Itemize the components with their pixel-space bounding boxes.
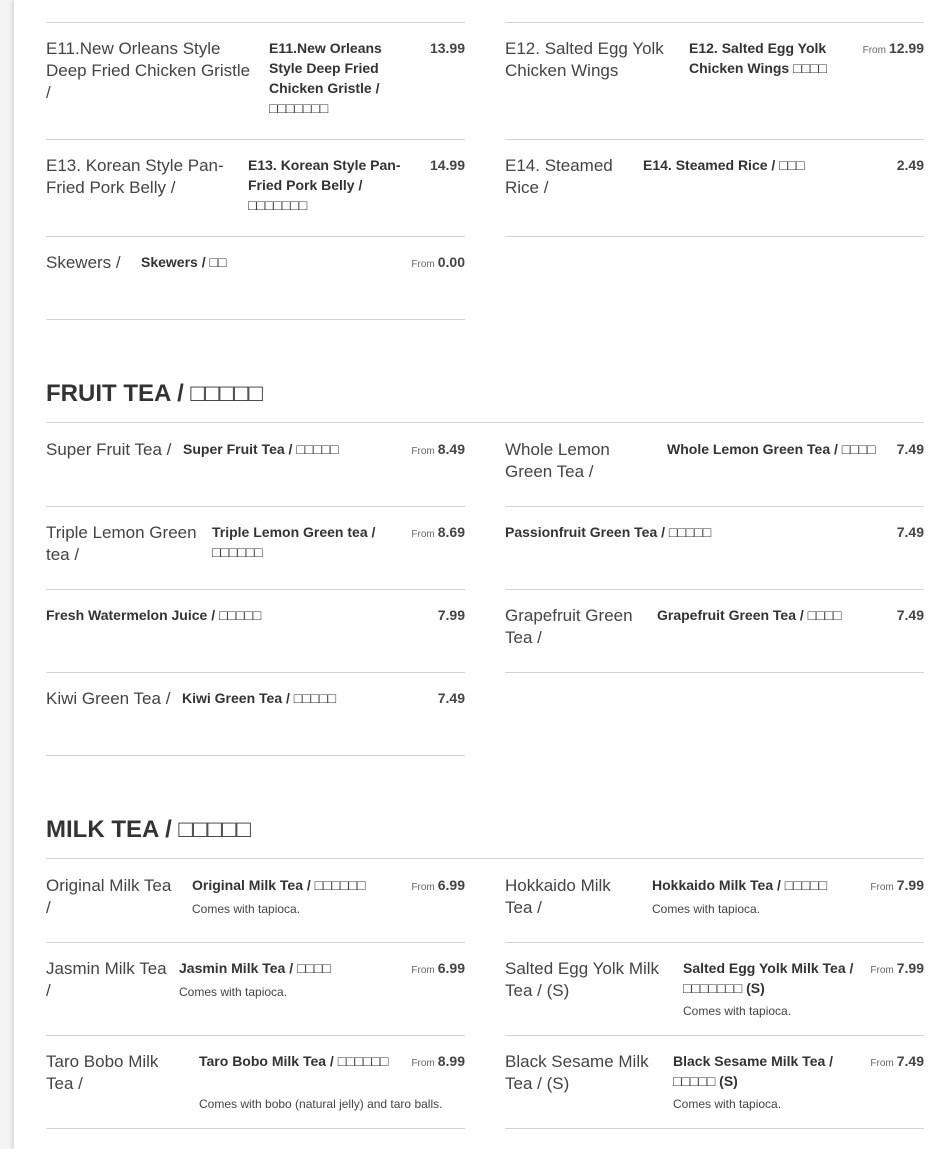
section-divider xyxy=(46,422,924,423)
item-name: Whole Lemon Green Tea / □□□□ xyxy=(667,441,876,457)
item-name: Jasmin Milk Tea / □□□□ xyxy=(179,960,331,976)
item-name: Skewers / □□ xyxy=(141,254,227,270)
from-label: From xyxy=(411,259,435,270)
item-name: Black Sesame Milk Tea / □□□□□ (S) xyxy=(673,1053,834,1089)
item-price: 13.99 xyxy=(429,40,465,56)
from-label: From xyxy=(411,965,435,976)
menu-item-e11[interactable] xyxy=(46,38,465,122)
item-image: Whole Lemon Green Tea / xyxy=(505,440,610,481)
row-divider xyxy=(505,22,924,23)
menu-item-super-fruit-tea[interactable] xyxy=(46,439,465,489)
item-description: Comes with tapioca. xyxy=(683,1004,792,1018)
row-divider xyxy=(46,589,465,590)
item-image: Kiwi Green Tea / xyxy=(46,689,171,708)
item-image: E13. Korean Style Pan-Fried Pork Belly / xyxy=(46,156,224,197)
item-image: E11.New Orleans Style Deep Fried Chicken Gristle / xyxy=(46,39,251,102)
item-name: Taro Bobo Milk Tea / □□□□□□ xyxy=(199,1053,389,1069)
item-image: Salted Egg Yolk Milk Tea / (S) xyxy=(505,959,660,1000)
item-name: E11.New Orleans Style Deep Fried Chicken Gristle / □□□□□□□ xyxy=(269,40,382,116)
item-name: Fresh Watermelon Juice / □□□□□ xyxy=(46,607,262,623)
menu-item-e12[interactable] xyxy=(505,38,924,122)
section-title-milk-tea: MILK TEA / □□□□□ xyxy=(46,816,251,843)
menu-item-triple-lemon-green-tea[interactable] xyxy=(46,522,465,572)
item-price: 7.49 xyxy=(896,607,924,623)
item-name: Triple Lemon Green tea / □□□□□□ xyxy=(212,524,376,560)
row-divider xyxy=(505,1128,924,1129)
item-description: Comes with tapioca. xyxy=(179,985,288,999)
row-divider xyxy=(505,589,924,590)
item-price: From 7.99 xyxy=(870,877,924,893)
menu-item-kiwi-green-tea[interactable] xyxy=(46,688,465,738)
item-price: From 7.99 xyxy=(870,960,924,976)
item-name: E13. Korean Style Pan-Fried Pork Belly / □□□□□□□ xyxy=(248,157,401,213)
row-divider xyxy=(46,236,465,237)
item-description: Comes with bobo (natural jelly) and taro balls. xyxy=(199,1097,443,1111)
item-image: Black Sesame Milk Tea / (S) xyxy=(505,1052,649,1093)
row-divider xyxy=(505,1035,924,1036)
row-divider xyxy=(46,755,465,756)
item-price: From 0.00 xyxy=(411,254,465,270)
section-title-fruit-tea: FRUIT TEA / □□□□□ xyxy=(46,380,263,407)
item-name: Passionfruit Green Tea / □□□□□ xyxy=(505,524,712,540)
from-label: From xyxy=(411,1058,435,1069)
item-image: Taro Bobo Milk Tea / xyxy=(46,1052,159,1093)
item-name: E12. Salted Egg Yolk Chicken Wings □□□□ xyxy=(689,40,827,76)
menu-item-grapefruit-green-tea[interactable] xyxy=(505,605,924,655)
item-price: From 7.49 xyxy=(870,1053,924,1069)
menu-item-e13[interactable] xyxy=(46,155,465,219)
row-divider xyxy=(46,22,465,23)
row-divider xyxy=(46,319,465,320)
item-name: Original Milk Tea / □□□□□□ xyxy=(192,877,366,893)
from-label: From xyxy=(411,882,435,893)
menu-item-fresh-watermelon-juice[interactable] xyxy=(46,605,465,655)
item-price: From 6.99 xyxy=(411,877,465,893)
menu-item-salted-egg-yolk-milk-tea[interactable] xyxy=(505,958,924,1018)
menu-item-black-sesame-milk-tea[interactable] xyxy=(505,1051,924,1113)
from-label: From xyxy=(870,882,894,893)
item-description: Comes with tapioca. xyxy=(673,1097,782,1111)
item-image: Triple Lemon Green tea / xyxy=(46,523,197,564)
item-price: From 6.99 xyxy=(411,960,465,976)
row-divider xyxy=(505,139,924,140)
item-price: From 8.99 xyxy=(411,1053,465,1069)
item-price: From 8.69 xyxy=(411,524,465,540)
menu-item-skewers[interactable] xyxy=(46,252,465,302)
row-divider xyxy=(505,942,924,943)
menu-item-passionfruit-green-tea[interactable] xyxy=(505,522,924,572)
item-price: 7.49 xyxy=(896,524,924,540)
item-price: From 8.49 xyxy=(411,441,465,457)
row-divider xyxy=(505,506,924,507)
menu-item-original-milk-tea[interactable] xyxy=(46,875,465,925)
item-price: 2.49 xyxy=(896,157,924,173)
item-name: Hokkaido Milk Tea / □□□□□ xyxy=(652,877,828,893)
item-price: 7.49 xyxy=(896,441,924,457)
section-divider xyxy=(46,858,924,859)
from-label: From xyxy=(870,1058,894,1069)
item-description: Comes with tapioca. xyxy=(652,902,761,916)
from-label: From xyxy=(411,529,435,540)
menu-page xyxy=(14,0,950,1149)
item-image: Skewers / xyxy=(46,253,121,272)
item-price: From 12.99 xyxy=(862,40,924,56)
item-image: Jasmin Milk Tea / xyxy=(46,959,167,1000)
item-image: E14. Steamed Rice / xyxy=(505,156,613,197)
item-image: Hokkaido Milk Tea / xyxy=(505,876,611,917)
from-label: From xyxy=(862,45,886,56)
menu-item-hokkaido-milk-tea[interactable] xyxy=(505,875,924,925)
row-divider xyxy=(505,236,924,237)
row-divider xyxy=(505,672,924,673)
item-image: Super Fruit Tea / xyxy=(46,440,172,459)
item-description: Comes with tapioca. xyxy=(192,902,301,916)
from-label: From xyxy=(870,965,894,976)
item-price: 7.49 xyxy=(437,690,465,706)
item-name: Super Fruit Tea / □□□□□ xyxy=(183,441,339,457)
item-price: 7.99 xyxy=(437,607,465,623)
item-price: 14.99 xyxy=(429,157,465,173)
from-label: From xyxy=(411,446,435,457)
item-image: Grapefruit Green Tea / xyxy=(505,606,633,647)
item-image: Original Milk Tea / xyxy=(46,876,172,917)
row-divider xyxy=(46,942,465,943)
item-image: E12. Salted Egg Yolk Chicken Wings xyxy=(505,39,664,80)
item-name: Grapefruit Green Tea / □□□□ xyxy=(657,607,842,623)
menu-item-jasmin-milk-tea[interactable] xyxy=(46,958,465,1018)
menu-item-e14[interactable] xyxy=(505,155,924,219)
item-name: Salted Egg Yolk Milk Tea / □□□□□□□ (S) xyxy=(683,960,854,996)
row-divider xyxy=(46,1035,465,1036)
menu-item-whole-lemon-green-tea[interactable] xyxy=(505,439,924,489)
item-name: E14. Steamed Rice / □□□ xyxy=(643,157,805,173)
row-divider xyxy=(46,1128,465,1129)
menu-item-taro-bobo-milk-tea[interactable] xyxy=(46,1051,465,1113)
row-divider xyxy=(46,506,465,507)
row-divider xyxy=(46,139,465,140)
item-name: Kiwi Green Tea / □□□□□ xyxy=(182,690,337,706)
row-divider xyxy=(46,672,465,673)
